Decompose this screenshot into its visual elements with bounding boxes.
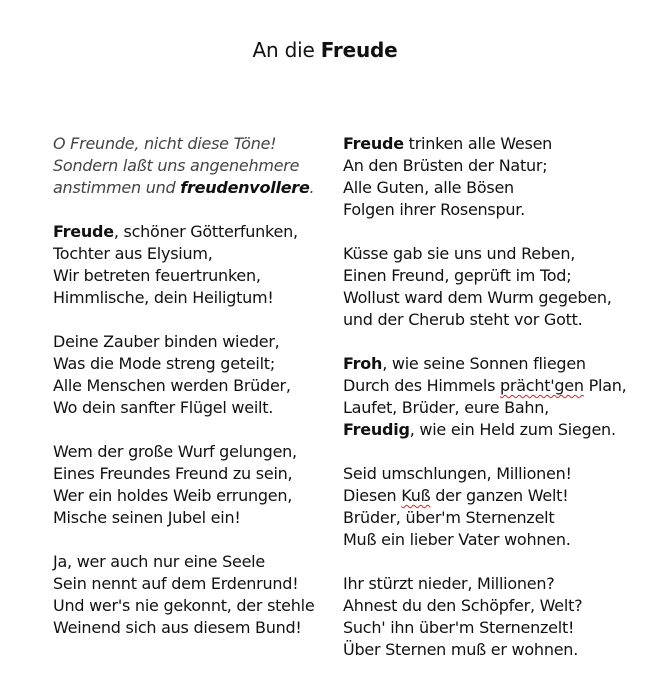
line-text: Wem der große Wurf gelungen, [53, 442, 297, 461]
line-text: Weinend sich aus diesem Bund! [53, 618, 302, 637]
line-text: Himmlische, dein Heiligtum! [53, 288, 274, 307]
spellcheck-flagged-word: Kuß [401, 486, 431, 505]
line-text: Deine Zauber binden wieder, [53, 332, 280, 351]
poem-line [343, 353, 627, 375]
line-text: , schöner Götterfunken, [113, 222, 298, 241]
line-text: , wie ein Held zum Siegen. [409, 420, 616, 439]
line-text: Sondern laßt uns angenehmere [53, 156, 300, 175]
poem-line [53, 617, 314, 639]
poem-stanza [53, 221, 314, 309]
poem-line [53, 485, 314, 507]
poem-stanza [53, 441, 314, 529]
line-text: und der Cherub steht vor Gott. [343, 310, 583, 329]
line-text: Folgen ihrer Rosenspur. [343, 200, 525, 219]
poem-line [53, 331, 314, 353]
poem-line [343, 617, 627, 639]
line-text: Was die Mode streng geteilt; [53, 354, 275, 373]
poem-stanza [343, 573, 627, 661]
line-text: Einen Freund, geprüft im Tod; [343, 266, 572, 285]
line-text: anstimmen und [53, 178, 181, 197]
spellcheck-flagged-word: prächt'gen [500, 376, 584, 395]
poem-line [343, 463, 627, 485]
line-text: Sein nennt auf dem Erdenrund! [53, 574, 299, 593]
line-text: Such' ihn über'm Sternenzelt! [343, 618, 575, 637]
line-text: Alle Guten, alle Bösen [343, 178, 514, 197]
poem-line [53, 375, 314, 397]
poem-line [53, 573, 314, 595]
line-text: Diesen [343, 486, 402, 505]
emphasized-word: Froh [343, 354, 383, 373]
poem-stanza [53, 331, 314, 419]
poem-line [343, 573, 627, 595]
line-text: Ja, wer auch nur eine Seele [53, 552, 265, 571]
poem-line [343, 375, 627, 397]
poem-line [343, 155, 627, 177]
line-text: Muß ein lieber Vater wohnen. [343, 530, 571, 549]
title-prefix: An die [252, 38, 321, 62]
poem-line [53, 287, 314, 309]
poem-column-left [53, 133, 314, 661]
emphasized-word: Freude [343, 134, 404, 153]
poem-line [343, 199, 627, 221]
line-text: Und wer's nie gekonnt, der stehle [53, 596, 315, 615]
poem-line [53, 133, 314, 155]
emphasized-word: freudenvollere [180, 178, 310, 197]
epigraph-stanza [53, 133, 314, 199]
line-text: Ahnest du den Schöpfer, Welt? [343, 596, 583, 615]
poem-line [343, 265, 627, 287]
poem-line [343, 133, 627, 155]
emphasized-word: Freude [53, 222, 114, 241]
poem-line [343, 507, 627, 529]
poem-line [53, 441, 314, 463]
poem-line [53, 463, 314, 485]
line-text: O Freunde, nicht diese Töne! [53, 134, 277, 153]
line-text: Mische seinen Jubel ein! [53, 508, 241, 527]
title-bold: Freude [320, 38, 398, 62]
poem-line [343, 309, 627, 331]
poem-line [343, 397, 627, 419]
line-text: Seid umschlungen, Millionen! [343, 464, 572, 483]
line-text: . [309, 178, 315, 197]
poem-line [343, 485, 627, 507]
poem-line [343, 595, 627, 617]
line-text: An den Brüsten der Natur; [343, 156, 548, 175]
poem-stanza [53, 551, 314, 639]
line-text: Wo dein sanfter Flügel weilt. [53, 398, 274, 417]
poem-line [53, 243, 314, 265]
poem-stanza [343, 353, 627, 441]
line-text: Tochter aus Elysium, [53, 244, 213, 263]
emphasized-word: Freudig [343, 420, 410, 439]
poem-line [53, 265, 314, 287]
line-text: Küsse gab sie uns und Reben, [343, 244, 576, 263]
poem-stanza [343, 243, 627, 331]
poem-line [343, 419, 627, 441]
line-text: Über Sternen muß er wohnen. [343, 640, 579, 659]
poem-line [343, 287, 627, 309]
poem-stanza [343, 463, 627, 551]
poem-line [53, 177, 314, 199]
poem-line [53, 221, 314, 243]
poem-stanza [343, 133, 627, 221]
line-text: Laufet, Brüder, eure Bahn, [343, 398, 550, 417]
line-text: Brüder, über'm Sternenzelt [343, 508, 555, 527]
poem-line [343, 639, 627, 661]
line-text: Ihr stürzt nieder, Millionen? [343, 574, 555, 593]
line-text: Plan, [583, 376, 627, 395]
poem-line [343, 529, 627, 551]
poem-line [53, 155, 314, 177]
line-text: trinken alle Wesen [403, 134, 553, 153]
poem-line [53, 551, 314, 573]
poem-column-right [343, 133, 627, 683]
line-text: , wie seine Sonnen fliegen [382, 354, 586, 373]
line-text: Wir betreten feuertrunken, [53, 266, 261, 285]
poem-line [53, 353, 314, 375]
line-text: Eines Freundes Freund zu sein, [53, 464, 293, 483]
line-text: Durch des Himmels [343, 376, 500, 395]
line-text: Alle Menschen werden Brüder, [53, 376, 291, 395]
line-text: Wer ein holdes Weib errungen, [53, 486, 293, 505]
poem-line [53, 507, 314, 529]
poem-line [53, 397, 314, 419]
poem-line [53, 595, 314, 617]
poem-line [343, 177, 627, 199]
page-title [0, 36, 650, 64]
poem-line [343, 243, 627, 265]
line-text: Wollust ward dem Wurm gegeben, [343, 288, 612, 307]
line-text: der ganzen Welt! [430, 486, 569, 505]
